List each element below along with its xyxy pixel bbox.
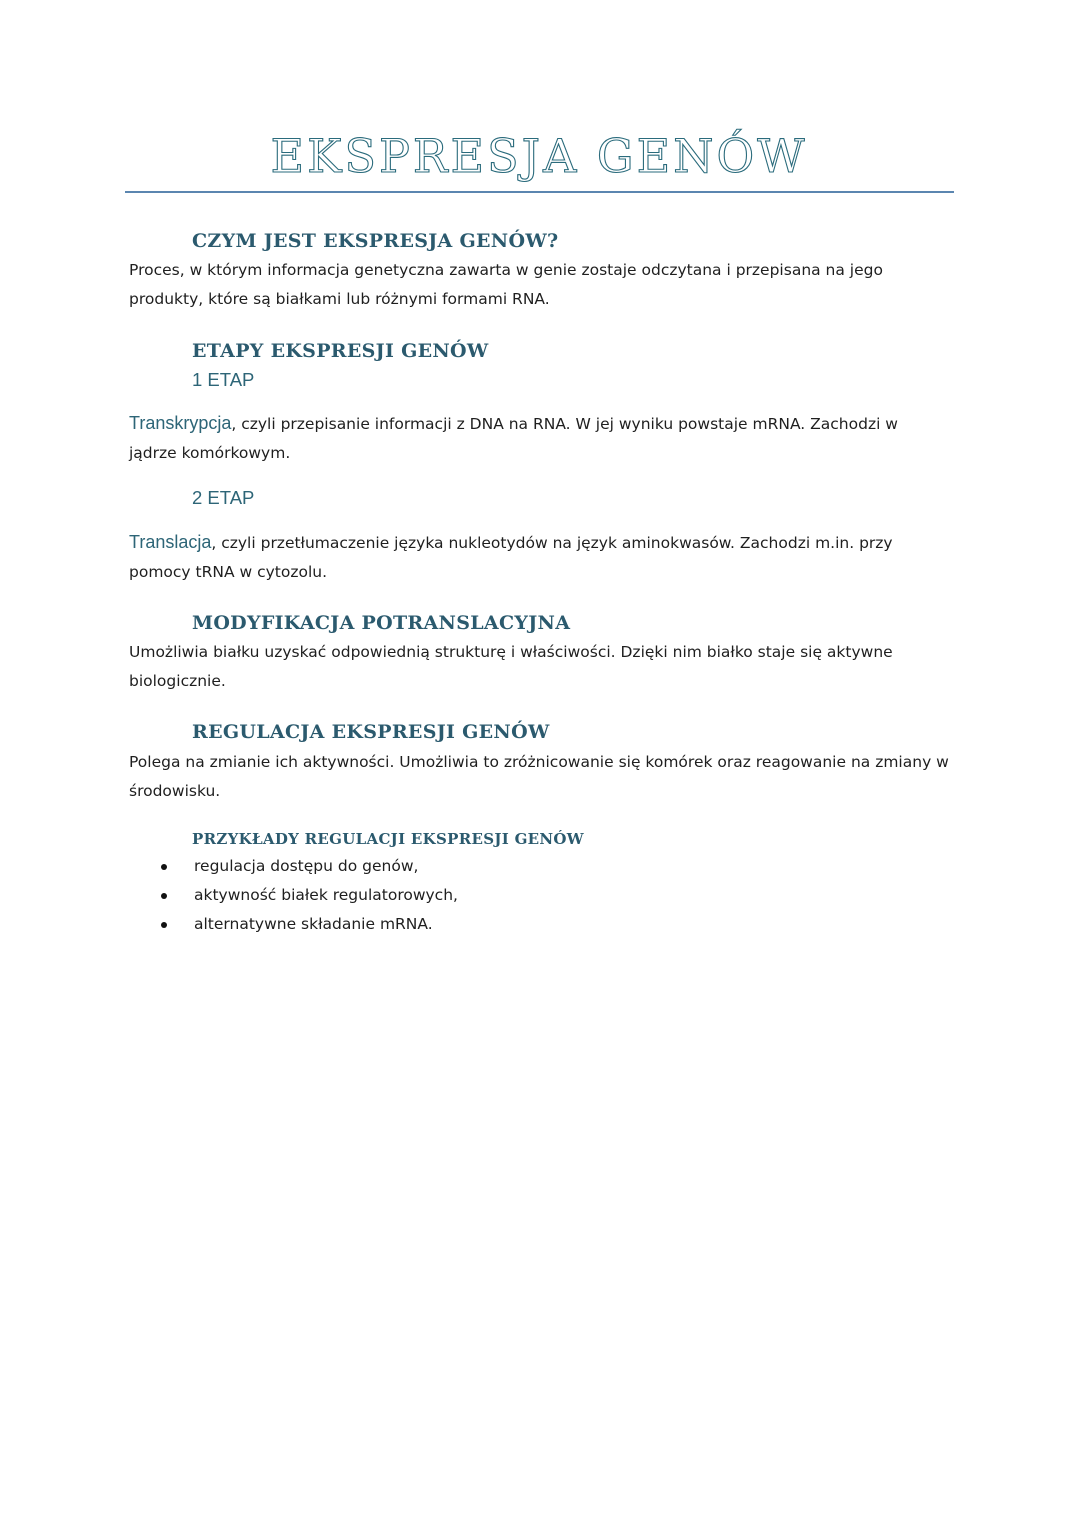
list-item-text: aktywność białek regulatorowych, — [194, 886, 458, 904]
section-heading-przyklady: PRZYKŁADY REGULACJI EKSPRESJI GENÓW — [192, 830, 584, 848]
section-text-regulacja: Polega na zmianie ich aktywności. Umożliwia to zróżnicowanie się komórek oraz reagowanie na zmiany w środowisku. — [129, 753, 949, 800]
etap-2-description: , czyli przetłumaczenie języka nukleotydów na język aminokwasów. Zachodzi m.in. przy pomocy tRNA w cytozolu. — [129, 534, 893, 581]
etap-1-label: 1 ETAP — [192, 369, 255, 390]
etap-2-term: Translacja — [129, 532, 212, 552]
examples-list — [155, 852, 458, 939]
section-heading-czym: CZYM JEST EKSPRESJA GENÓW? — [192, 230, 559, 252]
section-text-czym: Proces, w którym informacja genetyczna zawarta w genie zostaje odczytana i przepisana na jego produkty, które są białkami lub różnymi formami RNA. — [129, 261, 883, 308]
section-heading-modyfikacja: MODYFIKACJA POTRANSLACYJNA — [192, 612, 571, 634]
list-item — [155, 910, 458, 939]
section-text-modyfikacja: Umożliwia białku uzyskać odpowiednią strukturę i właściwości. Dzięki nim białko staje się aktywne biologicznie. — [129, 643, 893, 690]
etap-1-text — [129, 409, 949, 468]
etap-2-label: 2 ETAP — [192, 487, 255, 508]
etap-1-term: Transkrypcja — [129, 413, 232, 433]
bullet-icon — [161, 922, 167, 928]
page-title: EKSPRESJA GENÓW — [270, 129, 808, 183]
list-item — [155, 852, 458, 881]
section-heading-regulacja: REGULACJA EKSPRESJI GENÓW — [192, 721, 550, 743]
list-item — [155, 881, 458, 910]
list-item-text: alternatywne składanie mRNA. — [194, 915, 433, 933]
etap-2-text — [129, 528, 949, 587]
bullet-icon — [161, 864, 167, 870]
bullet-icon — [161, 893, 167, 899]
title-divider — [125, 191, 954, 193]
list-item-text: regulacja dostępu do genów, — [194, 857, 419, 875]
etap-1-description: , czyli przepisanie informacji z DNA na RNA. W jej wyniku powstaje mRNA. Zachodzi w jądrze komórkowym. — [129, 415, 898, 462]
section-heading-etapy: ETAPY EKSPRESJI GENÓW — [192, 340, 489, 362]
